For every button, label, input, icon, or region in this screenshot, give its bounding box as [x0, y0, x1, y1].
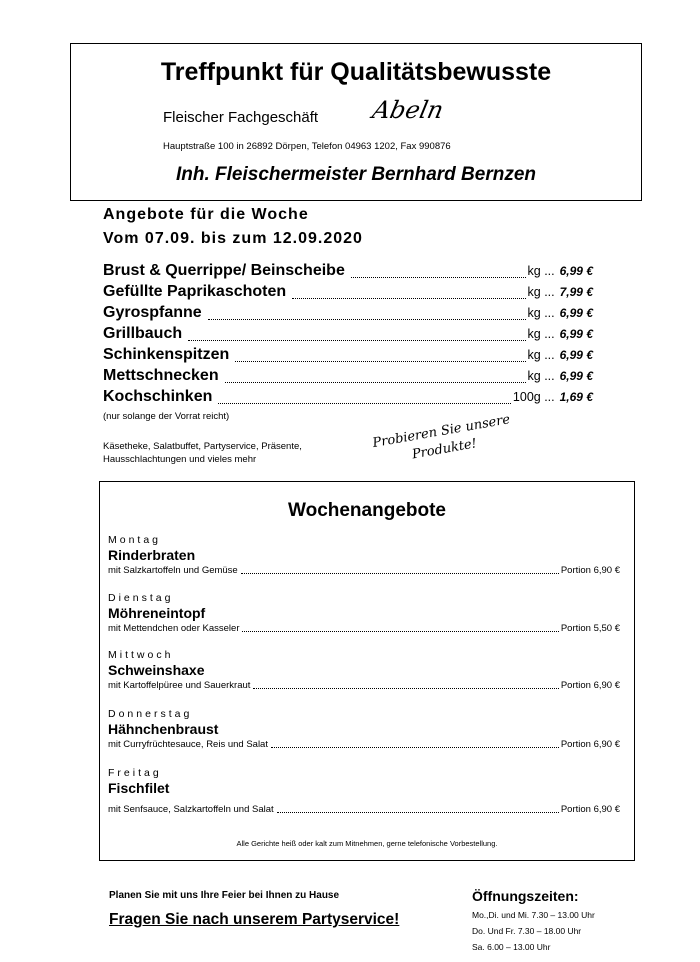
menu-day	[108, 649, 620, 691]
try-products-handwriting: Probieren Sie unsere Produkte!	[371, 412, 512, 463]
offer-row	[103, 304, 593, 324]
dish-detail-row	[108, 739, 620, 750]
dish-name: Rinderbraten	[108, 547, 196, 563]
weekly-menu-box	[99, 481, 635, 861]
offer-unit: kg ...	[527, 327, 555, 341]
dish-name: Möhreneintopf	[108, 605, 206, 621]
offer-leader-dots	[218, 402, 511, 404]
party-plan-text: Planen Sie mit uns Ihre Feier bei Ihnen zu Hause	[109, 890, 340, 901]
signature-logo: Abeln	[370, 96, 447, 124]
shop-subtitle: Fleischer Fachgeschäft	[163, 109, 319, 126]
offer-price: 6,99 €	[559, 306, 593, 320]
dish-sides: mit Kartoffelpüree und Sauerkraut	[108, 680, 251, 691]
offer-name: Gyrospfanne	[103, 304, 202, 321]
offer-name: Schinkenspitzen	[103, 346, 230, 363]
owner-line: Inh. Fleischermeister Bernhard Bernzen	[175, 164, 537, 185]
menu-day	[108, 708, 620, 750]
stock-note: (nur solange der Vorrat reicht)	[103, 411, 230, 422]
day-name: Mittwoch	[108, 649, 174, 661]
dish-detail-row	[108, 565, 620, 576]
takeaway-note: Alle Gerichte heiß oder kalt zum Mitnehmen, gerne telefonische Vorbestellung.	[236, 839, 498, 848]
offer-price: 1,69 €	[559, 390, 593, 404]
day-name: Freitag	[108, 767, 162, 779]
offer-name: Brust & Querrippe/ Beinscheibe	[103, 262, 345, 279]
dish-detail-row	[108, 680, 620, 691]
offer-name: Kochschinken	[103, 388, 213, 405]
offer-unit: kg ...	[527, 285, 555, 299]
offers-heading: Angebote für die Woche	[103, 206, 309, 223]
weekly-menu-title: Wochenangebote	[288, 500, 446, 521]
dish-name: Schweinshaxe	[108, 662, 205, 678]
dish-sides: mit Curryfrüchtesauce, Reis und Salat	[108, 739, 268, 750]
dish-leader-dots	[241, 572, 559, 574]
offer-price: 6,99 €	[559, 327, 593, 341]
dish-leader-dots	[277, 811, 559, 813]
offer-leader-dots	[225, 381, 526, 383]
offer-price: 6,99 €	[559, 264, 593, 278]
header-box	[70, 43, 642, 201]
day-name: Donnerstag	[108, 708, 193, 720]
opening-hours-title: Öffnungszeiten:	[472, 888, 579, 904]
offer-price: 6,99 €	[559, 369, 593, 383]
opening-hours-line: Mo.,Di. und Mi. 7.30 – 13.00 Uhr	[472, 910, 595, 920]
offer-unit: 100g ...	[512, 390, 555, 404]
offer-unit: kg ...	[527, 369, 555, 383]
offer-leader-dots	[235, 360, 525, 362]
offer-unit: kg ...	[527, 264, 555, 278]
offer-name: Gefüllte Paprikaschoten	[103, 283, 287, 300]
day-name: Dienstag	[108, 592, 174, 604]
dish-name: Hähnchenbraust	[108, 721, 219, 737]
menu-day	[108, 534, 620, 576]
offer-row	[103, 325, 593, 345]
dish-price: Portion 5,50 €	[560, 623, 620, 634]
menu-day	[108, 592, 620, 634]
day-name: Montag	[108, 534, 162, 546]
dish-detail-row	[108, 804, 620, 815]
offer-row	[103, 367, 593, 387]
menu-day	[108, 767, 620, 815]
offer-row	[103, 283, 593, 303]
dish-price: Portion 6,90 €	[560, 565, 620, 576]
offer-leader-dots	[188, 339, 525, 341]
offer-row	[103, 262, 593, 282]
services-text: Käsetheke, Salatbuffet, Partyservice, Präsente, Hausschlachtungen und vieles mehr	[103, 441, 302, 465]
dish-name: Fischfilet	[108, 780, 170, 796]
offer-row	[103, 388, 593, 408]
dish-price: Portion 6,90 €	[560, 680, 620, 691]
dish-price: Portion 6,90 €	[560, 739, 620, 750]
shop-address: Hauptstraße 100 in 26892 Dörpen, Telefon 04963 1202, Fax 990876	[163, 141, 451, 152]
offer-unit: kg ...	[527, 306, 555, 320]
offer-leader-dots	[292, 297, 525, 299]
offer-price: 6,99 €	[559, 348, 593, 362]
offer-name: Mettschnecken	[103, 367, 219, 384]
offer-row	[103, 346, 593, 366]
offer-leader-dots	[208, 318, 526, 320]
offer-price: 7,99 €	[559, 285, 593, 299]
dish-sides: mit Mettendchen oder Kasseler	[108, 623, 240, 634]
dish-price: Portion 6,90 €	[560, 804, 620, 815]
dish-sides: mit Senfsauce, Salzkartoffeln und Salat	[108, 804, 274, 815]
dish-detail-row	[108, 623, 620, 634]
dish-leader-dots	[253, 687, 558, 689]
offer-unit: kg ...	[527, 348, 555, 362]
dish-leader-dots	[242, 630, 558, 632]
dish-sides: mit Salzkartoffeln und Gemüse	[108, 565, 238, 576]
offer-leader-dots	[351, 276, 526, 278]
opening-hours-line: Sa. 6.00 – 13.00 Uhr	[472, 942, 551, 952]
dish-leader-dots	[271, 746, 559, 748]
offers-date-range: Vom 07.09. bis zum 12.09.2020	[103, 230, 363, 247]
party-service-callout: Fragen Sie nach unserem Partyservice!	[109, 911, 400, 928]
page-title: Treffpunkt für Qualitätsbewusste	[160, 58, 552, 86]
opening-hours-line: Do. Und Fr. 7.30 – 18.00 Uhr	[472, 926, 582, 936]
offer-name: Grillbauch	[103, 325, 183, 342]
